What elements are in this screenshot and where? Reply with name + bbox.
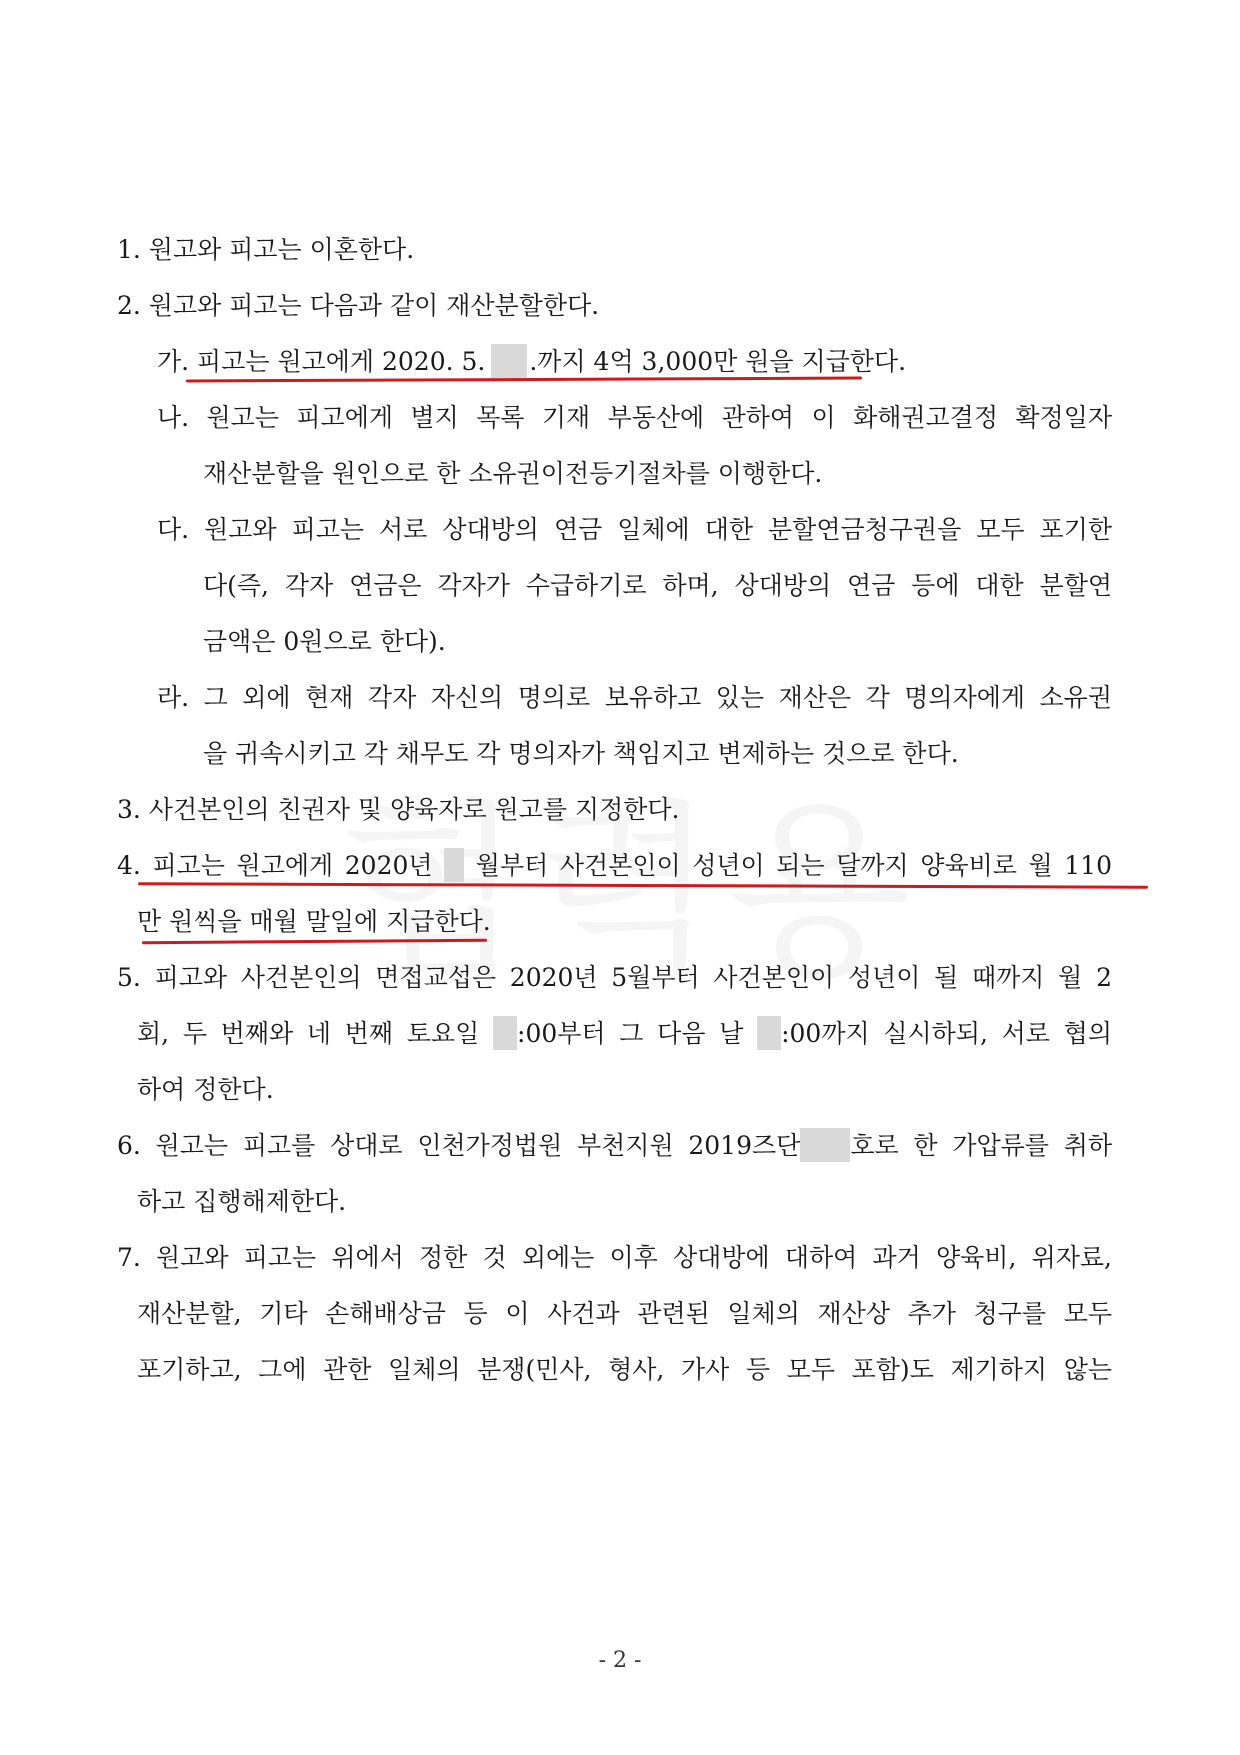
clause-4-text-2: 월부터 사건본인이 성년이 되는 달까지 양육비로 월 110 — [475, 851, 1112, 880]
clause-5-line-1: 5. 피고와 사건본인의 면접교섭은 2020년 5월부터 사건본인이 성년이 될 때까지 월 2 — [117, 963, 1112, 992]
clause-2-da-line-1: 다. 원고와 피고는 서로 상대방의 연금 일체에 대한 분할연금청구권을 모두 포기한 — [157, 515, 1112, 544]
redacted-case-number — [800, 1128, 850, 1162]
redacted-time-2 — [757, 1016, 781, 1050]
clause-2-na-line-1: 나. 원고는 피고에게 별지 목록 기재 부동산에 관하여 이 화해권고결정 확정일자 — [157, 403, 1112, 432]
clause-2-ga-text-2: .까지 4억 3,000만 원을 지급한다. — [529, 347, 907, 376]
clause-5-text-2: :00부터 그 다음 날 — [517, 1019, 744, 1048]
clause-4-line-2: 만 원씩을 매월 말일에 지급한다. — [137, 907, 491, 936]
clause-2-da-line-3: 금액은 0원으로 한다). — [203, 627, 446, 656]
clause-3: 3. 사건본인의 친권자 및 양육자로 원고를 지정한다. — [117, 795, 680, 824]
clause-4-text-1: 4. 피고는 원고에게 2020년 — [117, 851, 433, 880]
clause-2-ga-text-1: 가. 피고는 원고에게 2020. 5. — [157, 347, 486, 376]
clause-7-line-3: 포기하고, 그에 관한 일체의 분쟁(민사, 형사, 가사 등 모두 포함)도 제기하지 않는 — [137, 1355, 1112, 1384]
clause-6-text-1: 6. 원고는 피고를 상대로 인천가정법원 부천지원 2019즈단 — [117, 1131, 801, 1160]
page-number: - 2 - — [598, 1648, 642, 1673]
clause-2-da-line-2: 다(즉, 각자 연금은 각자가 수급하기로 하며, 상대방의 연금 등에 대한 분할연 — [203, 571, 1112, 600]
clause-1: 1. 원고와 피고는 이혼한다. — [117, 235, 415, 264]
redacted-date — [491, 344, 527, 378]
redacted-month — [444, 848, 464, 882]
clause-2-na-line-2: 재산분할을 원인으로 한 소유권이전등기절차를 이행한다. — [203, 459, 823, 488]
clause-5-text-3: :00까지 실시하되, 서로 협의 — [781, 1019, 1112, 1048]
clause-2-ga — [157, 344, 906, 380]
redacted-time-1 — [493, 1016, 517, 1050]
clause-2-ra-line-1: 라. 그 외에 현재 각자 자신의 명의로 보유하고 있는 재산은 각 명의자에게 소유권 — [157, 683, 1112, 712]
clause-7-line-1: 7. 원고와 피고는 위에서 정한 것 외에는 이후 상대방에 대하여 과거 양육비, 위자료, — [117, 1243, 1112, 1272]
clause-6-line-2: 하고 집행해제한다. — [137, 1187, 347, 1216]
clause-7-line-2: 재산분할, 기타 손해배상금 등 이 사건과 관련된 일체의 재산상 추가 청구를 모두 — [137, 1299, 1112, 1328]
clause-5-line-3: 하여 정한다. — [137, 1075, 274, 1104]
clause-5-line-2 — [137, 1016, 1112, 1052]
clause-6-line-1 — [117, 1128, 1112, 1164]
clause-4-line-1 — [117, 848, 1112, 884]
clause-5-text-1: 회, 두 번째와 네 번째 토요일 — [137, 1019, 480, 1048]
clause-2: 2. 원고와 피고는 다음과 같이 재산분할한다. — [117, 291, 600, 320]
clause-6-text-2: 호로 한 가압류를 취하 — [850, 1131, 1112, 1160]
clause-2-ra-line-2: 을 귀속시키고 각 채무도 각 명의자가 책임지고 변제하는 것으로 한다. — [203, 739, 959, 768]
